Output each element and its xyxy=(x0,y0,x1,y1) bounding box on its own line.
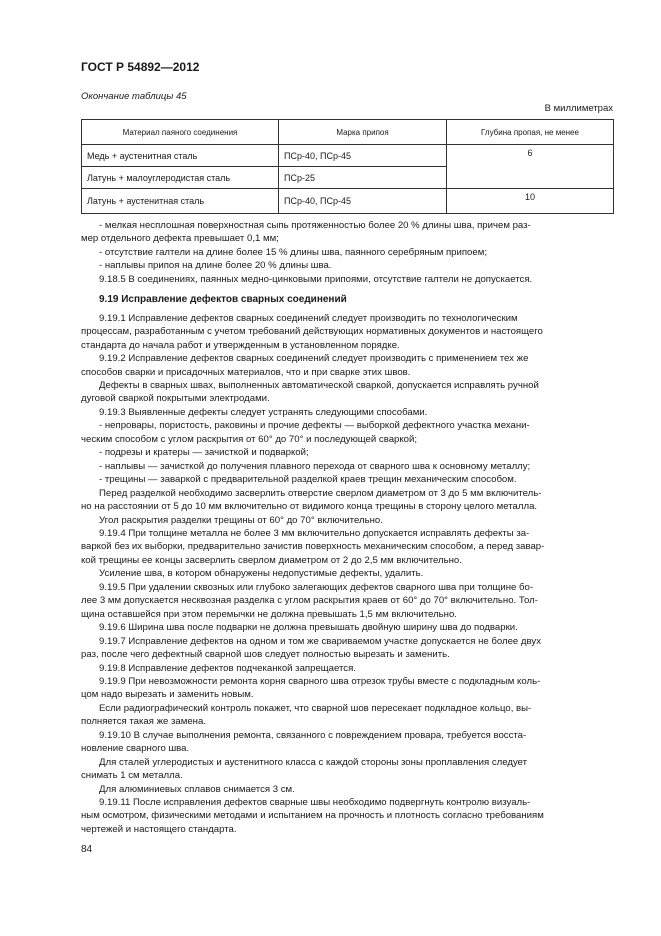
body-text xyxy=(81,219,613,836)
text-line: - наплывы припоя на длине более 20 % длины шва. xyxy=(99,260,332,272)
text-line: 9.19.8 Исправление дефектов подчеканкой запрещается. xyxy=(99,662,356,674)
text-line: но на расстоянии от 5 до 10 мм включительно от видимого конца трещины в сторону целого металла. xyxy=(81,501,538,513)
text-line: раз, после чего дефектный сварной шов следует полностью вырезать и заменить. xyxy=(81,649,450,661)
text-line: 9.19.4 При толщине металла не более 3 мм включительно допускается исправлять дефекты за- xyxy=(99,527,530,539)
text-line: 9.19.5 При удалении сквозных или глубоко залегающих дефектов сварного шва при толщине бо- xyxy=(99,581,534,593)
page-number: 84 xyxy=(81,844,93,855)
text-line: 9.19.7 Исправление дефектов на одном и том же свариваемом участке допускается не более двух xyxy=(99,635,542,647)
text-line: Для сталей углеродистых и аустенитного класса с каждой стороны зоны проплавления следует xyxy=(99,756,528,768)
depth-cell: 10 xyxy=(447,189,614,214)
text-line: - подрезы и кратеры — зачисткой и подваркой; xyxy=(99,447,309,459)
text-line: Угол раскрытия разделки трещины от 60° до 70° включительно. xyxy=(99,514,383,526)
text-line: 9.19.6 Ширина шва после подварки не должна превышать двойную ширину шва до подварки. xyxy=(99,622,518,634)
text-line: 9.19.1 Исправление дефектов сварных соединений следует производить по технологическим xyxy=(99,312,518,324)
text-line: 9.19.10 В случае выполнения ремонта, связанного с повреждением провара, требуется восста- xyxy=(99,729,527,741)
text-line: снимать 1 см металла. xyxy=(81,770,183,782)
material-cell: Медь + аустенитная сталь xyxy=(82,145,279,167)
section-heading: 9.19 Исправление дефектов сварных соединений xyxy=(99,294,347,306)
text-line: Дефекты в сварных швах, выполненных автоматической сваркой, допускается исправлять ручной xyxy=(99,379,539,391)
text-line: - трещины — заваркой с предварительной разделкой краев трещин механическим способом. xyxy=(99,474,517,486)
text-line: ным осмотром, физическими методами и испытанием на прочность и плотность согласно требованиям xyxy=(81,810,544,822)
text-line: 9.19.2 Исправление дефектов сварных соединений следует производить с применением тех же xyxy=(99,353,529,365)
text-line: Для алюминиевых сплавов снимается 3 см. xyxy=(99,783,295,795)
text-line: варкой без их выборки, предварительно зачистив поверхность механическим способом, а перед завар- xyxy=(81,541,545,553)
text-line: ческим способом с углом раскрытия от 60° до 70° и последующей сваркой; xyxy=(81,433,418,445)
text-line: 9.19.3 Выявленные дефекты следует устранять следующими способами. xyxy=(99,406,428,418)
material-cell: Латунь + малоуглеродистая сталь xyxy=(82,167,279,189)
solder-depth-table xyxy=(81,119,614,214)
text-line: новление сварного шва. xyxy=(81,743,190,755)
text-line: 9.19.9 При невозможности ремонта корня сварного шва отрезок трубы вместе с подкладным коль- xyxy=(99,675,541,687)
text-line: Перед разделкой необходимо засверлить отверстие сверлом диаметром от 3 до 5 мм включитель- xyxy=(99,487,542,499)
text-line: - наплывы — зачисткой до получения плавного перехода от сварного шва к основному металлу; xyxy=(99,460,531,472)
text-line: процессам, разработанным с учетом требований действующих нормативных документов и настоящего xyxy=(81,326,543,338)
text-line: Если радиографический контроль покажет, что сварной шов пересекает подкладное кольцо, вы- xyxy=(99,702,532,714)
material-cell: Латунь + аустенитная сталь xyxy=(82,189,279,214)
table-caption: Окончание таблицы 45 xyxy=(81,91,187,102)
solder-cell: ПСр-40, ПСр-45 xyxy=(279,189,447,214)
text-line: кой трещины ее концы засверлить сверлом диаметром от 2 до 2,5 мм включительно. xyxy=(81,554,462,566)
text-line: 9.19.11 После исправления дефектов сварные швы необходимо подвергнуть контролю визуаль- xyxy=(99,797,531,809)
text-line: лее 3 мм допускается несквозная разделка с углом раскрытия краев от 60° до 70° включительно. Тол- xyxy=(81,595,538,607)
text-line: - мелкая несплошная поверхностная сыпь протяженностью более 20 % длины шва, причем раз- xyxy=(99,220,531,231)
column-header: Материал паяного соединения xyxy=(82,120,279,145)
text-line: чертежей и настоящего стандарта. xyxy=(81,823,237,835)
column-header: Марка припоя xyxy=(279,120,447,145)
document-code: ГОСТ Р 54892—2012 xyxy=(81,60,200,74)
text-line: дуговой сваркой покрытыми электродами. xyxy=(81,393,270,405)
solder-cell: ПСр-40, ПСр-45 xyxy=(279,145,447,167)
table-row xyxy=(82,189,614,214)
text-line: - отсутствие галтели на длине более 15 % длины шва, паянного серебряным припоем; xyxy=(99,246,487,258)
text-line: полняется такая же замена. xyxy=(81,716,206,728)
depth-cell: 6 xyxy=(447,145,614,189)
table-units: В миллиметрах xyxy=(544,103,613,114)
text-line: мер отдельного дефекта превышает 0,1 мм; xyxy=(81,233,279,245)
text-line: 9.18.5 В соединениях, паянных медно-цинковыми припоями, отсутствие галтели не допускается. xyxy=(99,273,533,285)
table-row xyxy=(82,145,614,167)
solder-cell: ПСр-25 xyxy=(279,167,447,189)
text-line: Усиление шва, в котором обнаружены недопустимые дефекты, удалить. xyxy=(99,568,424,580)
text-line: цом надо вырезать и заменить новым. xyxy=(81,689,254,701)
text-line: стандарта до начала работ и утвержденным в установленном порядке. xyxy=(81,339,400,351)
text-line: способов сварки и присадочных материалов, что и при сварке этих швов. xyxy=(81,366,411,378)
table-header-row xyxy=(82,120,614,145)
text-line: щина оставшейся при этом перемычки не должна превышать 1,5 мм включительно. xyxy=(81,608,457,620)
column-header: Глубина пропая, не менее xyxy=(447,120,614,145)
text-line: - непровары, пористость, раковины и прочие дефекты — выборкой дефектного участка механи- xyxy=(99,420,530,432)
